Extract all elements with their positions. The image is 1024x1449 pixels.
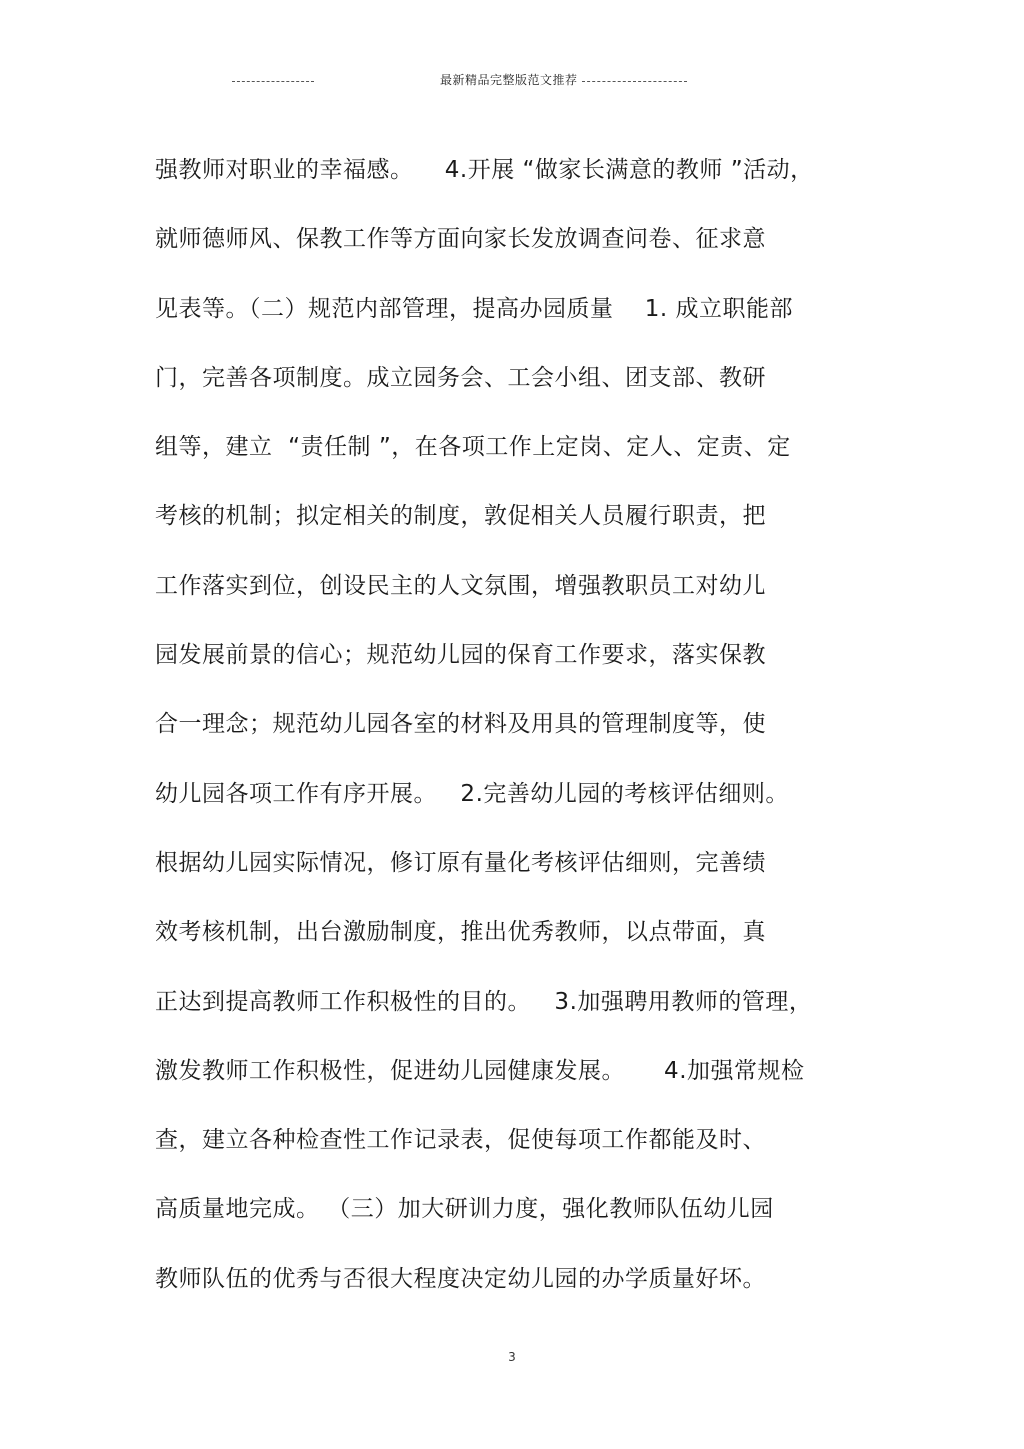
text-line: 见表等。（二）规范内部管理，提高办园质量 1. 成立职能部: [155, 295, 793, 322]
text-line: 根据幼儿园实际情况，修订原有量化考核评估细则，完善绩: [155, 849, 766, 876]
text-line: 考核的机制；拟定相关的制度，敦促相关人员履行职责，把: [155, 503, 766, 530]
text-line: 激发教师工作积极性，促进幼儿园健康发展。 4.加强常规检: [155, 1057, 805, 1084]
header-dashed-rule-right: [582, 81, 687, 82]
page-number: 3: [508, 1350, 516, 1364]
text-line: 合一理念；规范幼儿园各室的材料及用具的管理制度等，使: [155, 711, 766, 738]
text-line: 组等，建立 “责任制 ”，在各项工作上定岗、定人、定责、定: [155, 434, 791, 461]
text-line: 幼儿园各项工作有序开展。 2.完善幼儿园的考核评估细则。: [155, 780, 789, 807]
text-line: 教师队伍的优秀与否很大程度决定幼儿园的办学质量好坏。: [155, 1265, 766, 1292]
text-line: 高质量地完成。 （三）加大研训力度，强化教师队伍幼儿园: [155, 1196, 774, 1223]
text-line: 效考核机制，出台激励制度，推出优秀教师，以点带面，真: [155, 919, 766, 946]
document-body: [155, 145, 875, 1323]
page-header: [0, 70, 1024, 90]
header-dashed-rule-left: [232, 81, 314, 82]
text-line: 园发展前景的信心；规范幼儿园的保育工作要求，落实保教: [155, 642, 766, 669]
header-title: 最新精品完整版范文推荐: [440, 73, 578, 87]
text-line: 门，完善各项制度。成立园务会、工会小组、团支部、教研: [155, 364, 766, 391]
text-line: 就师德师风、保教工作等方面向家长发放调查问卷、征求意: [155, 226, 766, 253]
text-line: 查，建立各种检查性工作记录表，促使每项工作都能及时、: [155, 1127, 766, 1154]
text-line: 正达到提高教师工作积极性的目的。 3.加强聘用教师的管理，: [155, 988, 813, 1015]
text-line: 强教师对职业的幸福感。 4.开展 “做家长满意的教师 ”活动，: [155, 157, 814, 183]
text-line: 工作落实到位，创设民主的人文氛围，增强教职员工对幼儿: [155, 572, 766, 599]
